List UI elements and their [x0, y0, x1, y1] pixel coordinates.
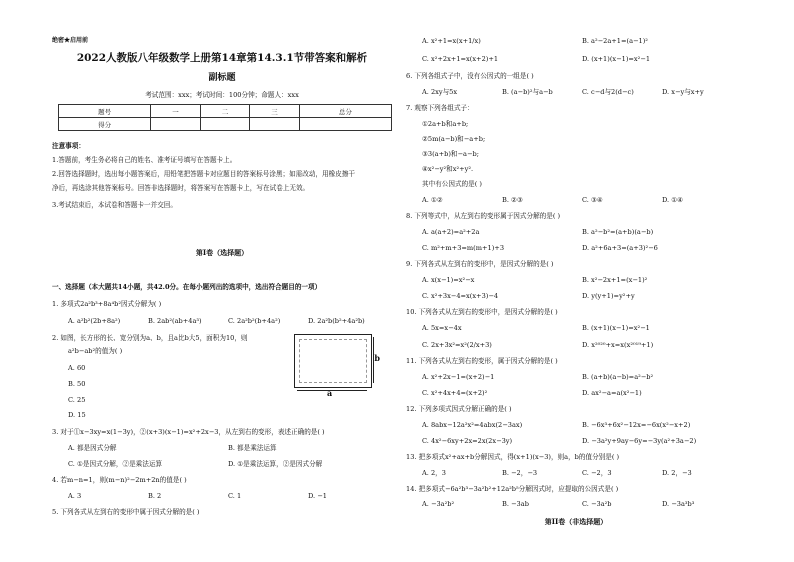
section2-title: 第II卷（非选择题） [544, 517, 608, 526]
section1-title: 第I卷（选择题） [195, 248, 249, 257]
question-8: 8. 下列等式中，从左到右的变形属于因式分解的是( ) [406, 212, 561, 220]
option: A. 都是因式分解 [68, 444, 117, 452]
section1-instruction: 一、选择题（本大题共14小题，共42.0分。在每小题列出的选项中，选出符合题目的一项） [52, 283, 322, 291]
option: B. (a−b)²与a−b [502, 88, 553, 96]
option: B. 2ab²(ab+4a³) [148, 317, 202, 325]
option: A. x²+2x−1=(x+2)−1 [422, 373, 495, 381]
table-cell [151, 118, 200, 131]
table-row [59, 118, 392, 131]
option: D. 2a²b(b²+4a²b) [308, 317, 365, 325]
question-2: 2. 如图，长方形的长、宽分别为a、b，且a比b大5，面积为10，则 [52, 334, 248, 342]
option: D. y(y+1)=y²+y [582, 292, 635, 300]
option: C. 1 [228, 492, 242, 500]
option: C. 25 [68, 396, 86, 404]
option: A. x(x−1)=x²−x [422, 276, 475, 284]
option: B. −3ab [502, 500, 529, 508]
option: B. a²−2a+1=(a−1)² [582, 37, 648, 45]
note-item: 1.答题前，考生务必将自己的姓名、准考证号填写在答题卡上。 [52, 156, 237, 164]
option: A. 60 [68, 364, 86, 372]
option: C. ①是因式分解，②是乘法运算 [68, 460, 163, 468]
list-item: ①2a+b和a+b; [422, 120, 469, 128]
table-cell [299, 118, 391, 131]
rectangle-diagram [294, 334, 380, 398]
question-3: 3. 对于①x−3xy=x(1−3y)，②(x+3)(x−1)=x²+2x−3，从左到右的变形，表述正确的是( ) [52, 428, 325, 436]
option: B. 50 [68, 380, 86, 388]
option: C. x²+4x+4=(x+2)² [422, 389, 488, 397]
question-7-ask: 其中有公因式的是( ) [422, 180, 482, 188]
question-6: 6. 下列各组式子中，没有公因式的一组是( ) [406, 72, 534, 80]
list-item: ④x²−y²和x²+y². [422, 165, 474, 173]
table-cell [200, 118, 249, 131]
option: D. ①是乘法运算，②是因式分解 [228, 460, 323, 468]
option: C. c−d与2(d−c) [582, 88, 634, 96]
option: A. a²b²(2b+8a²) [68, 317, 121, 325]
option: D. a²+6a+3=(a+3)²−6 [582, 244, 658, 252]
option: C. −3a²b [582, 500, 612, 508]
option: B. ②③ [502, 196, 523, 204]
table-cell: 总分 [299, 105, 391, 118]
table-cell [250, 118, 299, 131]
question-5: 5. 下列各式从左到右的变形中属于因式分解的是( ) [52, 508, 200, 516]
option: B. (a+b)(a−b)=a²−b² [582, 373, 654, 381]
option: D. ①④ [662, 196, 684, 204]
option: A. −3a²b² [422, 500, 455, 508]
list-item: ②5m(a−b)和−a+b; [422, 135, 486, 143]
option: A. ①② [422, 196, 443, 204]
option: D. −1 [308, 492, 327, 500]
option: B. a²−b²=(a+b)(a−b) [582, 228, 654, 236]
note-item: 3.考试结束后，本试卷和答题卡一并交回。 [52, 201, 177, 209]
option: D. ax²−a=a(x²−1) [582, 389, 642, 397]
option: C. ③④ [582, 196, 603, 204]
option: C. 2a²b²(b+4a²) [228, 317, 281, 325]
option: A. 2，3 [422, 469, 446, 477]
table-row [59, 105, 392, 118]
table-cell: 题号 [59, 105, 151, 118]
diagram-label-a: a [327, 388, 333, 398]
left-column [52, 0, 392, 562]
question-12: 12. 下列多项式因式分解正确的是( ) [406, 405, 512, 413]
table-cell: 三 [250, 105, 299, 118]
note-item: 2.回答选择题时，选出每小题答案后，用铅笔把答题卡对应题目的答案标号涂黑；如需改动，用橡皮擦干 [52, 170, 356, 178]
option: A. 5x=x−4x [422, 324, 462, 332]
option: D. x−y与x+y [662, 88, 704, 96]
option: C. m²+m+3=m(m+1)+3 [422, 244, 505, 252]
question-2-cont: a²b−ab²的值为( ) [68, 347, 123, 355]
option: A. 8abx−12a²x²=4abx(2−3ax) [422, 421, 523, 429]
option: A. a(a+2)=a²+2a [422, 228, 480, 236]
question-10: 10. 下列各式从左到右的变形中，是因式分解的是( ) [406, 308, 558, 316]
option: D. 2，−3 [662, 469, 692, 477]
option: A. x²+1=x(x+1/x) [422, 37, 481, 45]
score-table [58, 104, 392, 131]
option: C. 4x²−6xy+2x=2x(2x−3y) [422, 437, 513, 445]
option: B. x²−2x+1=(x−1)² [582, 276, 648, 284]
question-1: 1. 多项式2a²b³+8a⁴b²因式分解为( ) [52, 300, 162, 308]
table-cell: 二 [200, 105, 249, 118]
page-title: 2022人教版八年级数学上册第14章第14.3.1节带答案和解析 [76, 52, 368, 64]
page-subtitle: 副标题 [208, 73, 236, 83]
question-4: 4. 若m−n=1，则(m−n)²−2m+2n的值是( ) [52, 476, 187, 484]
rectangle-inner-outline [299, 339, 367, 383]
question-11: 11. 下列各式从左到右的变形，属于因式分解的是( ) [406, 357, 558, 365]
option: B. 2 [148, 492, 162, 500]
note-item: 净后，再选涂其他答案标号。回答非选择题时，将答案写在答题卡上，写在试卷上无效。 [52, 184, 310, 192]
question-9: 9. 下列各式从左到右的变形中，是因式分解的是( ) [406, 260, 554, 268]
question-7: 7. 观察下列各组式子： [406, 104, 474, 112]
option: D. −3a²y+9ay−6y=−3y(a²+3a−2) [582, 437, 697, 445]
option: C. x²+2x+1=x(x+2)+1 [422, 55, 499, 63]
question-13: 13. 把多项式x²+ax+b分解因式，得(x+1)(x−3)，则a，b的值分别是( ) [406, 453, 620, 461]
option: D. −3a³b³ [662, 500, 695, 508]
option: A. 3 [68, 492, 82, 500]
question-14: 14. 把多项式−6a²b³−3a²b²+12a²b⁵分解因式时，应提取的公因式是( ) [406, 485, 619, 493]
option: D. x²⁰²⁰+x=x(x²⁰¹⁹+1) [582, 341, 654, 349]
notes-heading: 注意事项： [52, 142, 85, 150]
right-column [406, 0, 746, 562]
option: B. −6x³+6x²−12x=−6x(x²−x+2) [582, 421, 691, 429]
table-cell: 得分 [59, 118, 151, 131]
option: B. −2，−3 [502, 469, 538, 477]
option: C. −2，3 [582, 469, 612, 477]
option: C. 2x+3x²=x²(2/x+3) [422, 341, 492, 349]
option: D. (x+1)(x−1)=x²−1 [582, 55, 651, 63]
option: D. 15 [68, 411, 86, 419]
option: C. x²+3x−4=x(x+3)−4 [422, 292, 499, 300]
secret-label: 绝密★启用前 [52, 37, 89, 44]
diagram-label-b: b [374, 353, 380, 363]
table-cell: 一 [151, 105, 200, 118]
option: A. 2xy与5x [422, 88, 458, 96]
option: B. (x+1)(x−1)=x²−1 [582, 324, 650, 332]
option: B. 都是乘法运算 [228, 444, 277, 452]
list-item: ③3(a+b)和−a−b; [422, 150, 479, 158]
exam-info: 考试范围：xxx；考试时间：100分钟；命题人：xxx [145, 91, 299, 99]
